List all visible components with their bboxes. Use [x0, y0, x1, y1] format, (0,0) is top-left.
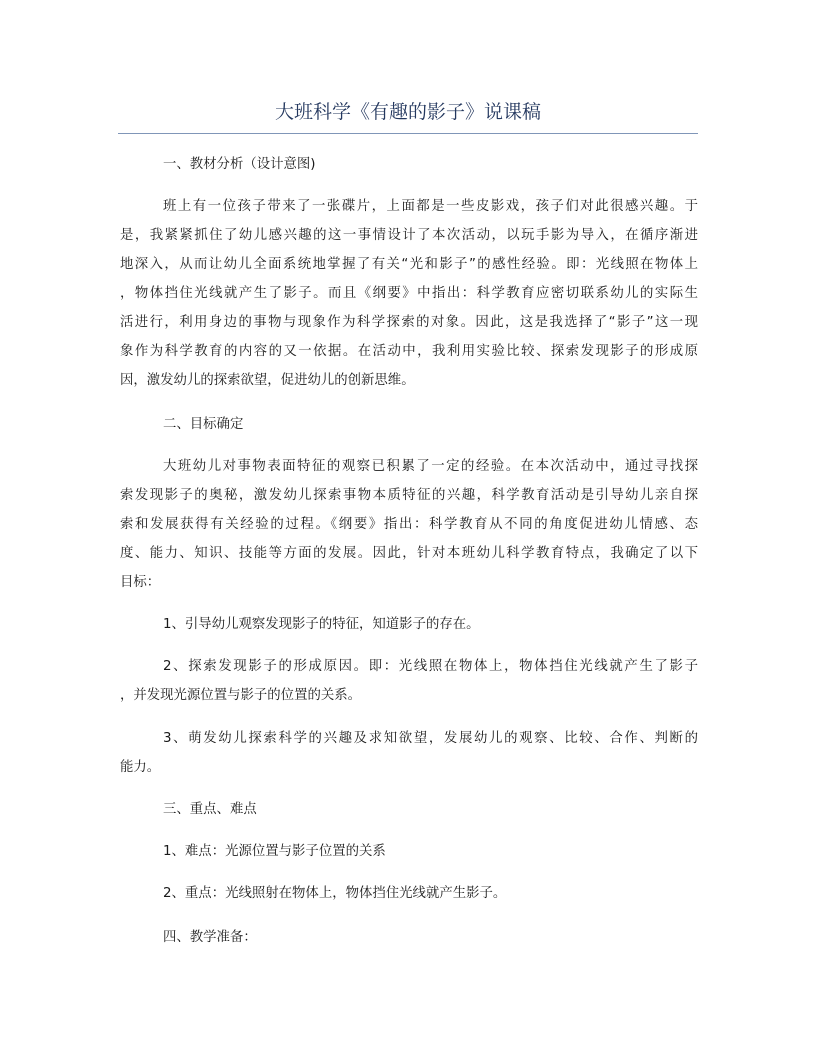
paragraph-line: 度、能力、知识、技能等方面的发展。因此，针对本班幼儿科学教育特点，我确定了以下 — [120, 546, 698, 561]
paragraph-line: 因，激发幼儿的探索欲望，促进幼儿的创新思维。 — [120, 373, 415, 388]
paragraph-line: 索发现影子的奥秘，激发幼儿探索事物本质特征的兴趣，科学教育活动是引导幼儿亲自探 — [120, 488, 698, 503]
document-title: 大班科学《有趣的影子》说课稿 — [274, 101, 541, 123]
paragraph-line: 大班幼儿对事物表面特征的观察已积累了一定的经验。在本次活动中，通过寻找探 — [163, 459, 698, 474]
list-item: 1、难点：光源位置与影子位置的关系 — [163, 844, 386, 859]
paragraph-line: 是，我紧紧抓住了幼儿感兴趣的这一事情设计了本次活动，以玩手影为导入，在循序渐进 — [120, 228, 698, 243]
paragraph-line: 索和发展获得有关经验的过程。《纲要》指出：科学教育从不同的角度促进幼儿情感、态 — [120, 517, 698, 532]
section-heading: 二、目标确定 — [163, 417, 244, 432]
paragraph-line: 地深入，从而让幼儿全面系统地掌握了有关“光和影子”的感性经验。即：光线照在物体上 — [120, 257, 698, 272]
title-divider — [118, 133, 698, 134]
paragraph-line: 班上有一位孩子带来了一张碟片，上面都是一些皮影戏，孩子们对此很感兴趣。于 — [163, 199, 698, 214]
goal-item-cont: ，并发现光源位置与影子的位置的关系。 — [120, 688, 362, 703]
list-item: 2、重点：光线照射在物体上，物体挡住光线就产生影子。 — [163, 886, 507, 901]
goal-item: 3、萌发幼儿探索科学的兴趣及求知欲望，发展幼儿的观察、比较、合作、判断的 — [163, 731, 698, 746]
section-heading: 四、教学准备： — [163, 930, 257, 945]
section-heading: 一、教材分析（设计意图) — [163, 157, 316, 172]
goal-item: 1、引导幼儿观察发现影子的特征，知道影子的存在。 — [163, 617, 480, 632]
goal-item-cont: 能力。 — [120, 760, 161, 775]
paragraph-line: 活进行，利用身边的事物与现象作为科学探索的对象。因此，这是我选择了“影子”这一现 — [120, 315, 698, 330]
paragraph-line: ，物体挡住光线就产生了影子。而且《纲要》中指出：科学教育应密切联系幼儿的实际生 — [120, 286, 698, 301]
paragraph-line: 象作为科学教育的内容的又一依据。在活动中，我利用实验比较、探索发现影子的形成原 — [120, 344, 698, 359]
paragraph-line: 目标： — [120, 575, 161, 590]
section-heading: 三、重点、难点 — [163, 802, 257, 817]
goal-item: 2、探索发现影子的形成原因。即：光线照在物体上，物体挡住光线就产生了影子 — [163, 659, 698, 674]
